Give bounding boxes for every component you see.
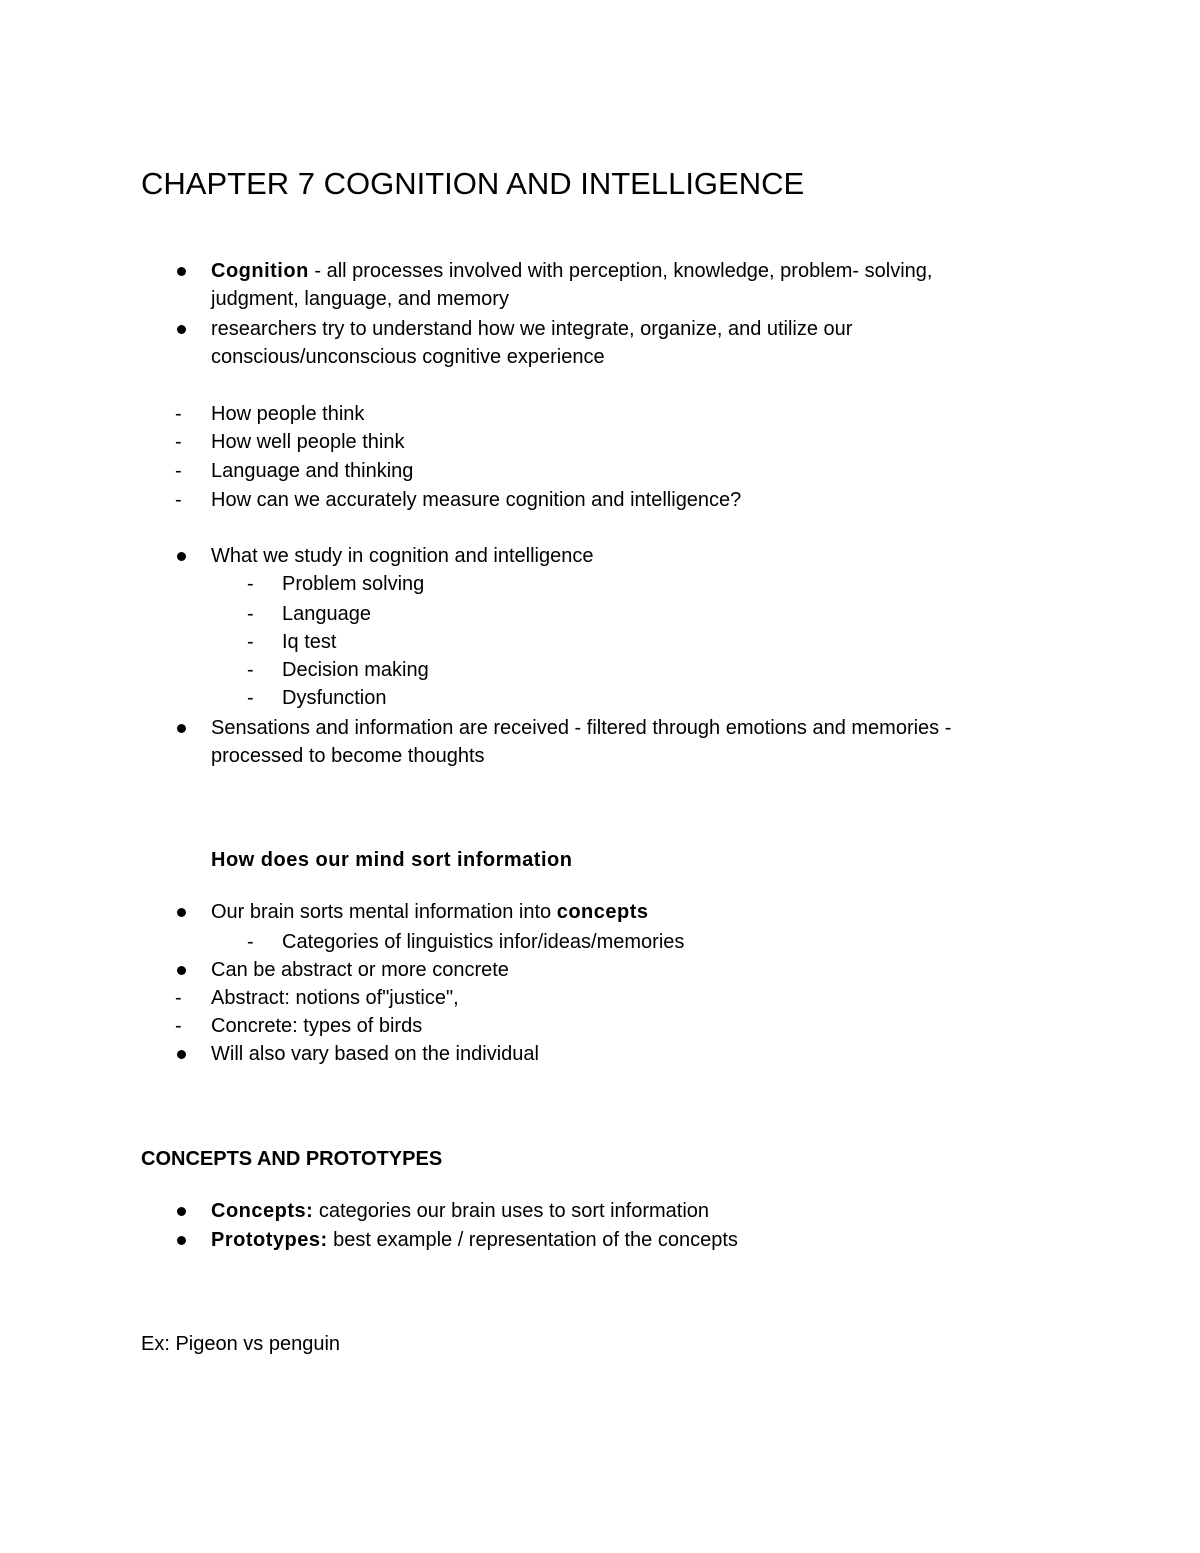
term-concepts: concepts — [556, 901, 649, 923]
list-item-question: How people think — [211, 403, 365, 425]
dash-marker: - — [247, 631, 254, 653]
definition-text: - all processes involved with perception, knowledge, problem- solving, — [308, 260, 933, 282]
list-item-abstract-concrete: Can be abstract or more concrete — [211, 959, 509, 981]
list-item-topic: Language — [282, 603, 371, 625]
list-item-abstract: Abstract: notions of"justice", — [211, 987, 459, 1009]
bullet-dot — [177, 552, 186, 561]
dash-marker: - — [247, 931, 254, 953]
dash-marker: - — [247, 603, 254, 625]
page-title: CHAPTER 7 COGNITION AND INTELLIGENCE — [141, 166, 805, 201]
definition-text: categories our brain uses to sort information — [313, 1200, 710, 1222]
bullet-dot — [177, 1050, 186, 1059]
list-item-topic: Iq test — [282, 631, 337, 653]
dash-marker: - — [175, 403, 182, 425]
list-item-researchers: researchers try to understand how we integrate, organize, and utilize our — [211, 318, 853, 340]
list-item-concepts — [211, 898, 649, 926]
list-item-concrete: Concrete: types of birds — [211, 1015, 423, 1037]
dash-marker: - — [247, 687, 254, 709]
list-item-continuation: processed to become thoughts — [211, 745, 485, 767]
dash-marker: - — [247, 573, 254, 595]
dash-marker: - — [175, 1015, 182, 1037]
list-item-vary: Will also vary based on the individual — [211, 1043, 539, 1065]
term-prototypes: Prototypes: — [211, 1229, 328, 1251]
dash-marker: - — [175, 489, 182, 511]
bullet-dot — [177, 267, 186, 276]
list-item-study: What we study in cognition and intelligence — [211, 545, 594, 567]
list-item-concepts-def — [211, 1197, 709, 1225]
section-heading-sort: How does our mind sort information — [211, 849, 573, 871]
list-item-continuation: conscious/unconscious cognitive experience — [211, 346, 605, 368]
list-item-sub: Categories of linguistics infor/ideas/memories — [282, 931, 685, 953]
bullet-dot — [177, 966, 186, 975]
concepts-prefix: Our brain sorts mental information into — [211, 901, 557, 923]
bullet-dot — [177, 325, 186, 334]
term-concepts: Concepts: — [211, 1200, 314, 1222]
bullet-dot — [177, 724, 186, 733]
example-text: Ex: Pigeon vs penguin — [141, 1333, 341, 1355]
list-item-question: How can we accurately measure cognition and intelligence? — [211, 489, 742, 511]
bullet-dot — [177, 1207, 186, 1216]
dash-marker: - — [175, 431, 182, 453]
list-item-continuation: judgment, language, and memory — [211, 288, 509, 310]
term-cognition: Cognition — [211, 260, 309, 282]
list-item-sensations: Sensations and information are received - filtered through emotions and memories - — [211, 717, 952, 739]
bullet-dot — [177, 908, 186, 917]
definition-text: best example / representation of the concepts — [327, 1229, 738, 1251]
dash-marker: - — [175, 460, 182, 482]
dash-marker: - — [247, 659, 254, 681]
list-item-prototypes-def — [211, 1226, 738, 1254]
list-item-question: Language and thinking — [211, 460, 414, 482]
list-item-question: How well people think — [211, 431, 405, 453]
list-item-topic: Decision making — [282, 659, 429, 681]
list-item-topic: Problem solving — [282, 573, 425, 595]
section-heading-prototypes: CONCEPTS AND PROTOTYPES — [141, 1148, 443, 1170]
list-item-topic: Dysfunction — [282, 687, 387, 709]
dash-marker: - — [175, 987, 182, 1009]
bullet-dot — [177, 1236, 186, 1245]
list-item-cognition — [211, 257, 932, 285]
